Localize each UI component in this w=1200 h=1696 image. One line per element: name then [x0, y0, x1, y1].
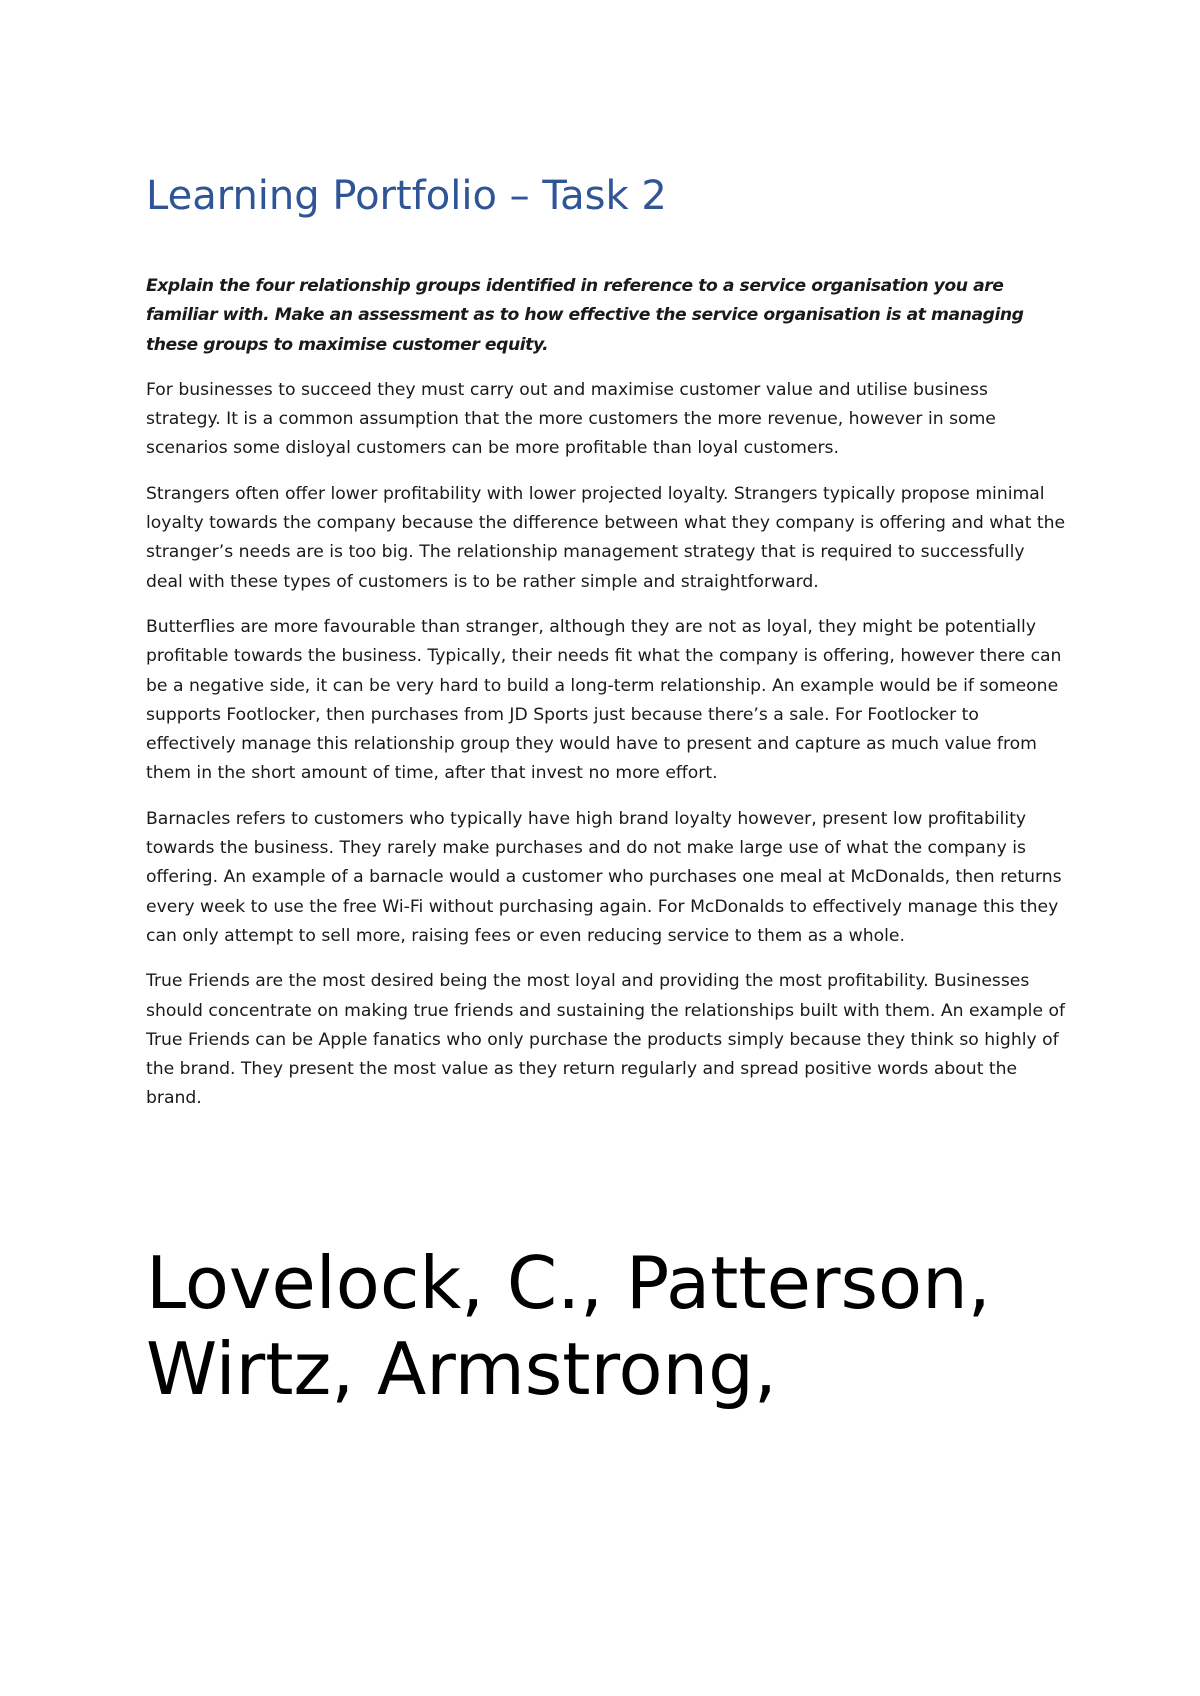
paragraph-butterflies: Butterflies are more favourable than stranger, although they are not as loyal, they might be potentially profitable towards the business. Typically, their needs fit what the company is offering, however there can be a negative side, it can be very hard to build a long-term relationship. An example would be if someone supports Footlocker, then purchases from JD Sports just because there’s a sale. For Footlocker to effectively manage this relationship group they would have to present and capture as much value from them in the short amount of time, after that invest no more effort. — [146, 616, 1062, 784]
assignment-question: Explain the four relationship groups identified in reference to a service organisation you are familiar with. Make an assessment as to how effective the service organisation is at managing these groups to maximise customer equity. — [146, 276, 1024, 355]
document-body — [146, 272, 1066, 1130]
paragraph-barnacles: Barnacles refers to customers who typically have high brand loyalty however, present low profitability towards the business. They rarely make purchases and do not make large use of what the company is offering. An example of a barnacle would a customer who purchases one meal at McDonalds, then returns every week to use the free Wi-Fi without purchasing again. For McDonalds to effectively manage this they can only attempt to sell more, raising fees or even reducing service to them as a whole. — [146, 808, 1062, 946]
paragraph-true-friends: True Friends are the most desired being the most loyal and providing the most profitability. Businesses should concentrate on making true friends and sustaining the relationships built with them. An example of True Friends can be Apple fanatics who only purchase the products simply because they think so highly of the brand. They present the most value as they return regularly and spread positive words about the brand. — [146, 971, 1066, 1109]
paragraph-intro: For businesses to succeed they must carry out and maximise customer value and utilise business strategy. It is a common assumption that the more customers the more revenue, however in some scenarios some disloyal customers can be more profitable than loyal customers. — [146, 379, 996, 459]
paragraph-strangers: Strangers often offer lower profitability with lower projected loyalty. Strangers typically propose minimal loyalty towards the company because the difference between what they company is offering and what the stranger’s needs are is too big. The relationship management strategy that is required to successfully deal with these types of customers is to be rather simple and straightforward. — [146, 483, 1066, 592]
page-title: Learning Portfolio – Task 2 — [146, 173, 667, 219]
reference-heading: Lovelock, C., Patterson, Wirtz, Armstrong, — [146, 1241, 991, 1411]
